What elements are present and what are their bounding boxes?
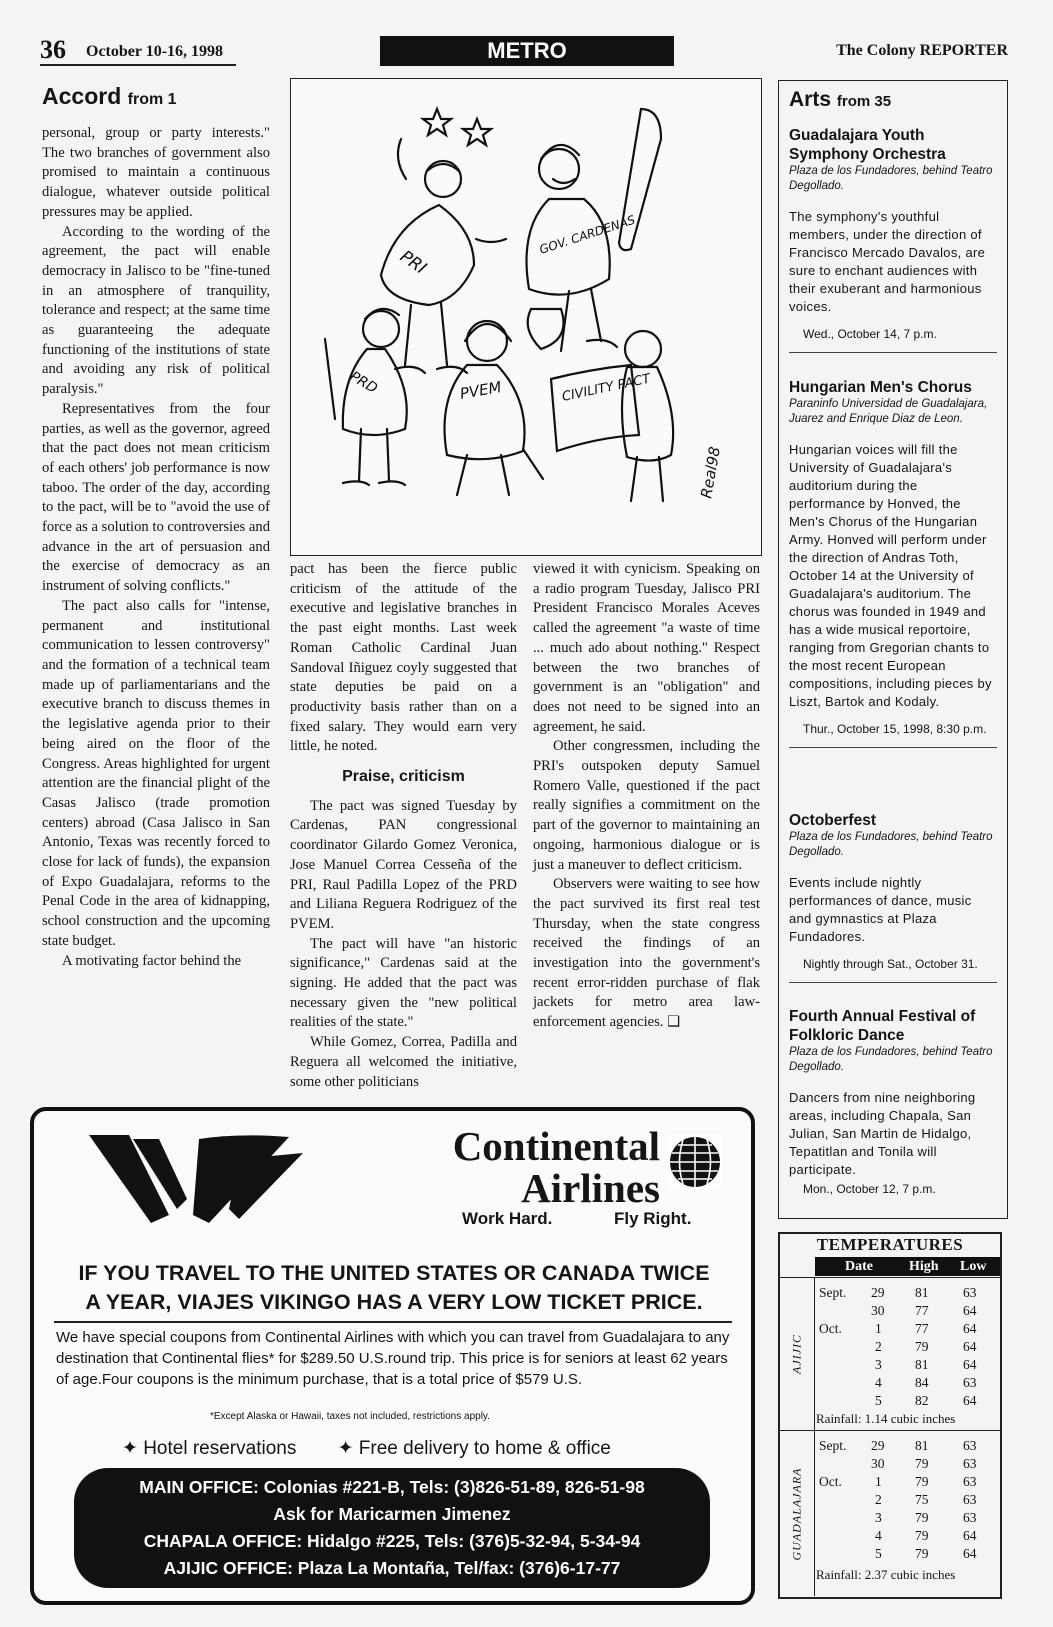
table-row bbox=[815, 1374, 1000, 1392]
table-row bbox=[815, 1473, 1000, 1491]
rainfall-total: Rainfall: 1.14 cubic inches bbox=[816, 1411, 956, 1426]
row-low: 63 bbox=[963, 1438, 977, 1453]
table-row bbox=[815, 1491, 1000, 1509]
row-high: 79 bbox=[915, 1546, 929, 1561]
row-day: 2 bbox=[875, 1339, 882, 1354]
row-day: 5 bbox=[875, 1546, 882, 1561]
paragraph: Other congressmen, including the PRI's outspoken deputy Samuel Romero Valle, questioned if the pact really signifies a commitment on the part of the governor to maintaining an ongoing, harmonious dialogue or is just a maneuver to deflect criticism. bbox=[533, 738, 760, 873]
event-name: Hungarian Men's Chorus bbox=[789, 379, 972, 396]
section-banner: METRO bbox=[380, 36, 674, 66]
event-item bbox=[789, 378, 997, 748]
row-high: 79 bbox=[915, 1456, 929, 1471]
row-month: Oct. bbox=[819, 1321, 842, 1336]
row-low: 64 bbox=[963, 1303, 977, 1318]
row-low: 64 bbox=[963, 1321, 977, 1336]
event-item bbox=[789, 811, 997, 983]
table-row bbox=[815, 1338, 1000, 1356]
airline-brand bbox=[374, 1125, 660, 1209]
ad-footnote: *Except Alaska or Hawaii, taxes not included, restrictions apply. bbox=[210, 1411, 490, 1422]
place-label-box bbox=[780, 1278, 815, 1430]
contact-box bbox=[74, 1468, 710, 1588]
event-description: The symphony's youthful members, under the direction of Francisco Mercado Davalos, are sure to enchant audiences with their exuberant and harmonious voices. bbox=[789, 209, 986, 314]
cartoon-label-pact: CIVILITY PACT bbox=[560, 371, 652, 405]
agency-logo-icon bbox=[89, 1129, 309, 1225]
article-column-2 bbox=[290, 560, 517, 1092]
main-office-line: MAIN OFFICE: Colonias #221-B, Tels: (3)826-51-89, 826-51-98 bbox=[139, 1477, 645, 1497]
table-row bbox=[815, 1392, 1000, 1410]
travel-advertisement bbox=[30, 1107, 755, 1605]
temperatures-table bbox=[778, 1232, 1002, 1599]
event-name: Fourth Annual Festival of Folkloric Dance bbox=[789, 1008, 976, 1044]
row-day: 30 bbox=[871, 1456, 885, 1471]
paragraph: viewed it with cynicism. Speaking on a radio program Tuesday, Jalisco PRI President Francisco Morales Aceves called the agreement "a waste of time ... much ado about nothing." Respect between the two branches of government is an "obligation" and does not need to be signed into an agreement, he said. bbox=[533, 561, 760, 735]
event-description: Events include nightly performances of dance, music and gymnastics at Plaza Fundadores. bbox=[789, 875, 972, 944]
table-row bbox=[815, 1437, 1000, 1455]
article-title-text: Accord bbox=[42, 83, 122, 109]
paragraph: While Gomez, Correa, Padilla and Reguera all welcomed the initiative, some other politicians bbox=[290, 1034, 517, 1090]
paragraph: personal, group or party interests." The two branches of government also promised to maintain a continuous dialogue, whatever outside political pressures may be applied. bbox=[42, 125, 270, 220]
arts-sidebar bbox=[778, 80, 1008, 1219]
event-item bbox=[789, 126, 997, 353]
headline-line-1: IF YOU TRAVEL TO THE UNITED STATES OR CANADA TWICE bbox=[78, 1261, 710, 1285]
event-divider bbox=[789, 982, 997, 983]
row-low: 63 bbox=[963, 1285, 977, 1300]
service-hotel: ✦ Hotel reservations bbox=[122, 1438, 297, 1459]
brand-line-1: Continental bbox=[452, 1123, 660, 1169]
row-day: 4 bbox=[875, 1528, 882, 1543]
place-label: AJIJIC bbox=[789, 1334, 804, 1374]
row-high: 84 bbox=[915, 1375, 929, 1390]
header-rule bbox=[40, 64, 236, 66]
row-high: 77 bbox=[915, 1303, 929, 1318]
event-time: Mon., October 12, 7 p.m. bbox=[803, 1182, 936, 1196]
row-low: 63 bbox=[963, 1510, 977, 1525]
headline-line-2: A YEAR, VIAJES VIKINGO HAS A VERY LOW TICKET PRICE. bbox=[85, 1290, 703, 1314]
row-high: 77 bbox=[915, 1321, 929, 1336]
row-high: 79 bbox=[915, 1474, 929, 1489]
row-high: 75 bbox=[915, 1492, 929, 1507]
article-jump-label: from 1 bbox=[127, 91, 177, 108]
globe-icon bbox=[668, 1135, 722, 1189]
ajijic-office-line: AJIJIC OFFICE: Plaza La Montaña, Tel/fax: (376)6-17-77 bbox=[163, 1558, 621, 1578]
article-column-1 bbox=[42, 124, 270, 971]
row-low: 63 bbox=[963, 1474, 977, 1489]
rainfall-total: Rainfall: 2.37 cubic inches bbox=[816, 1567, 956, 1582]
event-time: Thur., October 15, 1998, 8:30 p.m. bbox=[803, 722, 987, 736]
cartoon-label-prd: PRD bbox=[347, 368, 381, 397]
row-low: 64 bbox=[963, 1339, 977, 1354]
table-row bbox=[815, 1302, 1000, 1320]
ajijic-block bbox=[780, 1277, 1000, 1430]
ad-services bbox=[122, 1437, 647, 1460]
column-header: Date bbox=[845, 1259, 873, 1274]
article-subhead: Praise, criticism bbox=[342, 768, 465, 786]
brand-line-2: Airlines bbox=[521, 1165, 660, 1211]
event-divider bbox=[789, 352, 997, 353]
table-row bbox=[815, 1284, 1000, 1302]
paragraph: The pact was signed Tuesday by Cardenas, PAN congressional coordinator Gilardo Gomez Veronica, Jose Manuel Correa Cesseña of the PRI, Raul Padilla Lopez of the PRD and Liliana Reguera Rodriguez of the PVEM. bbox=[290, 797, 517, 932]
newspaper-name: The Colony REPORTER bbox=[836, 42, 1008, 59]
row-high: 81 bbox=[915, 1357, 929, 1372]
event-name: Octoberfest bbox=[789, 812, 876, 829]
event-description: Dancers from nine neighboring areas, including Chapala, San Julian, San Martin de Hidalgo, Tepatitlan and Tonila will participate. bbox=[789, 1090, 976, 1177]
row-day: 2 bbox=[875, 1492, 882, 1507]
event-time: Wed., October 14, 7 p.m. bbox=[803, 327, 937, 341]
place-label: GUADALAJARA bbox=[789, 1467, 804, 1560]
ad-divider bbox=[54, 1321, 732, 1323]
event-venue: Plaza de los Fundadores, behind Teatro Degollado. bbox=[789, 1046, 993, 1073]
table-row bbox=[815, 1320, 1000, 1338]
contact-person-line: Ask for Maricarmen Jimenez bbox=[273, 1504, 511, 1524]
row-day: 29 bbox=[871, 1438, 885, 1453]
event-name: Guadalajara Youth Symphony Orchestra bbox=[789, 127, 946, 163]
event-venue: Paraninfo Universidad de Guadalajara, Juarez and Enrique Diaz de Leon. bbox=[789, 398, 988, 425]
ad-body-text: We have special coupons from Continental Airlines with which you can travel from Guadalajara to any destination that Continental flies* for $289.50 U.S.round trip. This price is for seniors at least 62 years of age.Four coupons is the minimum purchase, that is a total price of $579 U.S. bbox=[56, 1329, 730, 1388]
paragraph: According to the wording of the agreement, the pact will enable democracy in Jalisco to be "fine-tuned in an atmosphere of tranquility, tolerance and respect; at the same time as guaranteeing the adequate functioning of the institutions of state and avoiding any risk of political paralysis." bbox=[42, 223, 270, 398]
event-venue: Plaza de los Fundadores, behind Teatro Degollado. bbox=[789, 165, 993, 192]
service-delivery: ✦ Free delivery to home & office bbox=[337, 1438, 611, 1459]
cartoon-signature: Real98 bbox=[697, 445, 724, 500]
column-header: High bbox=[909, 1259, 939, 1274]
table-row bbox=[815, 1356, 1000, 1374]
event-divider bbox=[789, 747, 997, 748]
table-row bbox=[815, 1509, 1000, 1527]
row-day: 30 bbox=[871, 1303, 885, 1318]
tagline-work-hard: Work Hard. bbox=[462, 1209, 553, 1228]
row-day: 3 bbox=[875, 1357, 882, 1372]
cartoon-drawing bbox=[291, 79, 761, 555]
chapala-office-line: CHAPALA OFFICE: Hidalgo #225, Tels: (376)5-32-94, 5-34-94 bbox=[143, 1531, 641, 1551]
row-month: Sept. bbox=[819, 1438, 847, 1453]
cartoon-label-gov: GOV. CARDENAS bbox=[537, 212, 637, 257]
row-high: 81 bbox=[915, 1438, 929, 1453]
row-low: 63 bbox=[963, 1375, 977, 1390]
row-day: 1 bbox=[875, 1321, 882, 1336]
row-low: 64 bbox=[963, 1393, 977, 1408]
sidebar-title-text: Arts bbox=[789, 88, 832, 111]
table-row bbox=[815, 1527, 1000, 1545]
row-day: 1 bbox=[875, 1474, 882, 1489]
column-header: Low bbox=[960, 1259, 987, 1274]
article-column-3 bbox=[533, 560, 760, 1033]
row-high: 82 bbox=[915, 1393, 929, 1408]
row-high: 79 bbox=[915, 1339, 929, 1354]
page-number: 36 bbox=[40, 35, 66, 64]
event-description: Hungarian voices will fill the University of Guadalajara's auditorium during the performance by Honved, the Men's Chorus of the Hungarian Army. Honved will perform under the direction of Andras Toth, October 14 at the University of Guadalajara's auditorium. The chorus was founded in 1949 and has a wide musical reportoire, ranging from Gregorian chants to the most recent European compositions, including pieces by Liszt, Bartok and Kodaly. bbox=[789, 442, 992, 709]
row-low: 63 bbox=[963, 1492, 977, 1507]
issue-date: October 10-16, 1998 bbox=[86, 43, 224, 60]
ad-headline bbox=[54, 1259, 734, 1317]
place-label-box bbox=[780, 1431, 815, 1596]
paragraph: Representatives from the four parties, as well as the governor, agreed that the pact does not mean criticism of each others' job performance is now taboo. The order of the day, according to the pact, will be to "avoid the use of force as a solution to controversies and advance in the art of persuasion and the exercise of democracy as an instrument of solving conflicts." bbox=[42, 400, 270, 595]
event-item bbox=[789, 1007, 997, 1197]
event-time: Nightly through Sat., October 31. bbox=[803, 957, 978, 971]
row-day: 3 bbox=[875, 1510, 882, 1525]
event-venue: Plaza de los Fundadores, behind Teatro Degollado. bbox=[789, 831, 993, 858]
row-low: 64 bbox=[963, 1546, 977, 1561]
row-low: 64 bbox=[963, 1357, 977, 1372]
article-title bbox=[42, 83, 177, 110]
row-high: 79 bbox=[915, 1510, 929, 1525]
paragraph: A motivating factor behind the bbox=[62, 952, 242, 969]
sidebar-title bbox=[789, 88, 891, 112]
row-high: 79 bbox=[915, 1528, 929, 1543]
temperatures-header-row bbox=[815, 1257, 1000, 1276]
row-month: Oct. bbox=[819, 1474, 842, 1489]
temperatures-title: TEMPERATURES bbox=[816, 1235, 964, 1254]
paragraph: pact has been the fierce public criticism of the attitude of the executive and legislative branches in the past eight months. Last week Roman Catholic Cardinal Juan Sandoval Iñiguez coyly suggested that state deputies be paid on a productivity basis rather than on a fixed salary. They would earn very little, he noted. bbox=[290, 561, 517, 755]
row-month: Sept. bbox=[819, 1285, 847, 1300]
row-day: 5 bbox=[875, 1393, 882, 1408]
cartoon-label-pri: PRI bbox=[396, 246, 430, 279]
table-row bbox=[815, 1455, 1000, 1473]
paragraph: The pact also calls for "intense, permanent and institutional communication to lessen controversy" and the formation of a technical team made up of parliamentarians and the executive branch to discuss themes in the legislative agenda prior to their being aired on the floor of the Congress. Areas highlighted for urgent attention are the financial plight of the Casas Jalisco (trade promotion centers) abroad (Casa Jalisco in San Antonio, Texas was recently forced to close for lack of funds), the expansion of Expo Guadalajara, reforms to the Penal Code in the area of kidnapping, school construction and the upcoming state budget. bbox=[42, 597, 270, 949]
row-day: 4 bbox=[875, 1375, 882, 1390]
cartoon-label-pvem: PVEM bbox=[458, 377, 503, 403]
paragraph: Observers were waiting to see how the pact survived its first real test Thursday, when the state congress received the findings of an investigation into the government's recent error-ridden purchase of flak jackets for metro area law-enforcement agencies. ❑ bbox=[533, 876, 760, 1031]
sidebar-jump-label: from 35 bbox=[836, 93, 892, 110]
row-day: 29 bbox=[871, 1285, 885, 1300]
row-high: 81 bbox=[915, 1285, 929, 1300]
editorial-cartoon bbox=[290, 78, 762, 556]
paragraph: The pact will have "an historic significance," Cardenas said at the signing. He added that the pact was necessary given the "new political realities of the state." bbox=[290, 935, 517, 1031]
row-low: 63 bbox=[963, 1456, 977, 1471]
tagline-fly-right: Fly Right. bbox=[614, 1209, 692, 1228]
guadalajara-block bbox=[780, 1430, 1000, 1596]
table-row bbox=[815, 1545, 1000, 1563]
row-low: 64 bbox=[963, 1528, 977, 1543]
